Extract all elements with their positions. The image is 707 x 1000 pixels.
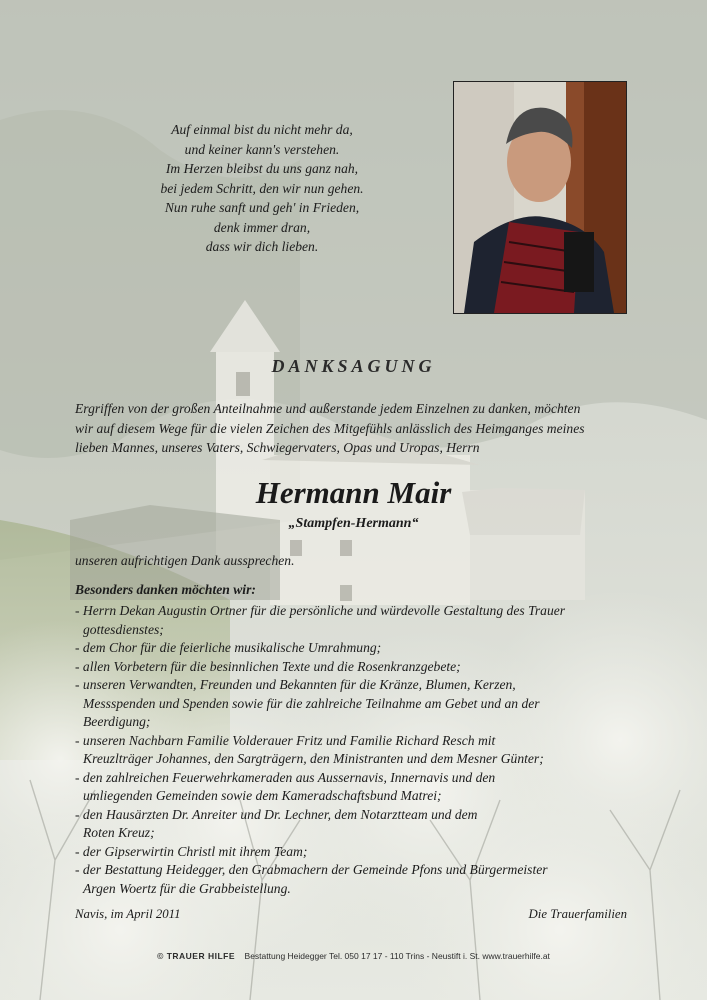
signature-families: Die Trauerfamilien: [528, 907, 627, 921]
list-item-line: Kreuzlträger Johannes, den Sargträgern, den Ministranten und dem Mesner Günter;: [83, 751, 544, 766]
list-item-line: Argen Woertz für die Grabbeistellung.: [83, 880, 291, 896]
list-item-line: - unseren Verwandten, Freunden und Bekannten für die Kränze, Blumen, Kerzen,: [75, 677, 516, 692]
list-item-line: - dem Chor für die feierliche musikalische Umrahmung;: [75, 640, 382, 655]
poem-line: dass wir dich lieben.: [205, 239, 319, 254]
intro-line: lieben Mannes, unseres Vaters, Schwiegervaters, Opas und Uropas, Herrn: [75, 440, 480, 455]
list-item: [75, 602, 675, 639]
list-item: [75, 676, 675, 732]
poem-line: Nun ruhe sanft und geh' in Frieden,: [164, 200, 360, 215]
list-item: [75, 732, 675, 769]
page-heading: DANKSAGUNG: [271, 356, 436, 376]
poem-line: und keiner kann's verstehen.: [184, 141, 340, 157]
poem-line: denk immer dran,: [213, 219, 311, 235]
poem-line: bei jedem Schritt, den wir nun gehen.: [160, 180, 364, 196]
intro-line: wir auf diesem Wege für die vielen Zeichen des Mitgefühls anlässlich des Heimganges meines: [75, 420, 585, 436]
footer-brand: © TRAUER HILFE: [157, 951, 236, 961]
list-item-line: - den zahlreichen Feuerwehrkameraden aus Aussernavis, Innernavis und den: [75, 769, 496, 785]
list-item-line: Beerdigung;: [83, 714, 151, 729]
list-item-line: Roten Kreuz;: [83, 825, 155, 840]
list-item-line: - der Gipserwirtin Christl mit ihrem Team;: [75, 843, 308, 859]
footer-details: Bestattung Heidegger Tel. 050 17 17 - 110 Trins - Neustift i. St. www.trauerhilfe.at: [244, 951, 550, 961]
list-item-line: gottesdienstes;: [83, 621, 164, 637]
list-item-line: - den Hausärzten Dr. Anreiter und Dr. Lechner, dem Notarztteam und dem: [75, 806, 478, 822]
list-item: [75, 806, 675, 843]
list-item: [75, 843, 675, 862]
intro-line: Ergriffen von der großen Anteilnahme und außerstande jedem Einzelnen zu danken, möchten: [75, 401, 581, 416]
deceased-name: Hermann Mair: [255, 475, 452, 510]
list-item: [75, 861, 675, 898]
poem-line: Auf einmal bist du nicht mehr da,: [171, 122, 353, 137]
list-item-line: Messspenden und Spenden sowie für die zahlreiche Teilnahme am Gebet und an der: [83, 695, 540, 711]
footer: [0, 951, 707, 961]
list-item: [75, 658, 675, 677]
portrait-photo: [453, 81, 627, 314]
list-item-line: umliegenden Gemeinden sowie dem Kameradschaftsbund Matrei;: [83, 788, 442, 803]
list-item-line: - Herrn Dekan Augustin Ortner für die persönliche und würdevolle Gestaltung des Trauer: [75, 603, 566, 618]
thanks-list: [75, 602, 675, 898]
deceased-nickname: „Stampfen-Hermann“: [288, 516, 419, 531]
list-item-line: - allen Vorbetern für die besinnlichen Texte und die Rosenkranzgebete;: [75, 658, 461, 674]
place-date: Navis, im April 2011: [75, 907, 181, 921]
memorial-poem: [112, 120, 412, 257]
intro-paragraph: [75, 399, 655, 458]
list-item: [75, 769, 675, 806]
list-item-line: - unseren Nachbarn Familie Volderauer Fritz und Familie Richard Resch mit: [75, 732, 496, 748]
thanks-line: unseren aufrichtigen Dank aussprechen.: [75, 553, 295, 568]
poem-line: Im Herzen bleibst du uns ganz nah,: [165, 161, 359, 176]
special-thanks-title: Besonders danken möchten wir:: [75, 582, 256, 597]
list-item: [75, 639, 675, 658]
list-item-line: - der Bestattung Heidegger, den Grabmachern der Gemeinde Pfons und Bürgermeister: [75, 862, 548, 877]
